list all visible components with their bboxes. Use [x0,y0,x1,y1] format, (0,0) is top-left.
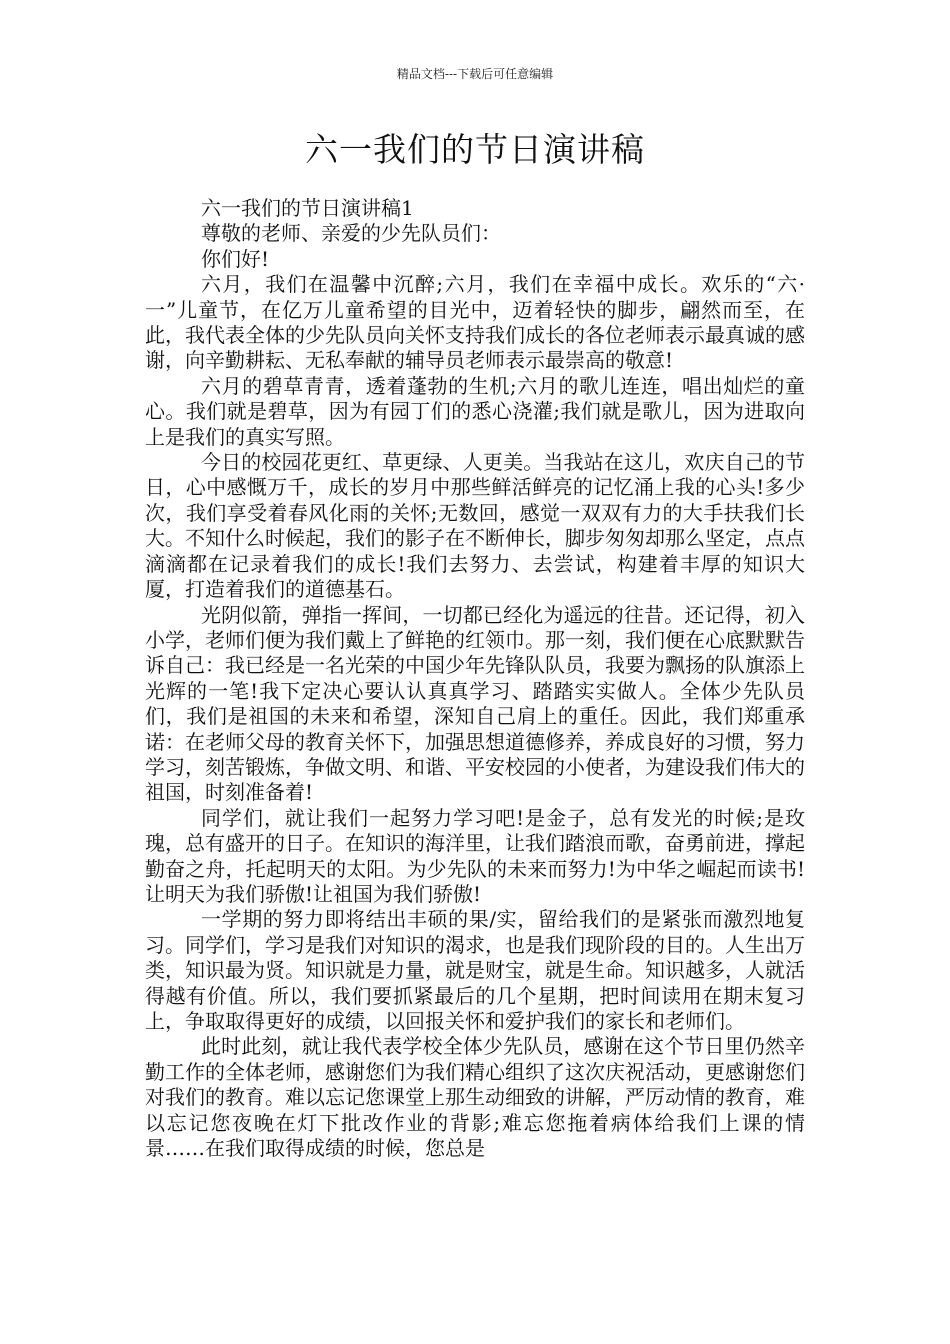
paragraph: 一学期的努力即将结出丰硕的果/实，留给我们的是紧张而激烈地复习。同学们，学习是我们对知识的渴求，也是我们现阶段的目的。人生出万类，知识最为贤。知识就是力量，就是财宝，就是生命。知识越多，人就活得越有价值。所以，我们要抓紧最后的几个星期，把时间读用在期末复习上，争取取得更好的成绩，以回报关怀和爱护我们的家长和老师们。 [145,907,805,1033]
document-title: 六一我们的节日演讲稿 [305,130,645,169]
paragraph: 今日的校园花更红、草更绿、人更美。当我站在这儿，欢庆自己的节日，心中感慨万千，成长的岁月中那些鲜活鲜亮的记忆涌上我的心头!多少次，我们享受着春风化雨的关怀;无数回，感觉一双双有力的大手扶我们长大。不知什么时候起，我们的影子在不断伸长，脚步匆匆却那么坚定，点点滴滴都在记录着我们的成长!我们去努力、去尝试，构建着丰厚的知识大厦，打造着我们的道德基石。 [145,450,805,602]
subtitle-line: 六一我们的节日演讲稿1 [201,196,414,220]
page-header: 精品文档---下载后可任意编辑 [396,67,554,81]
paragraph: 六月，我们在温馨中沉醉;六月，我们在幸福中成长。欢乐的“六·一”儿童节，在亿万儿童希望的目光中，迈着轻快的脚步，翩然而至，在此，我代表全体的少先队员向关怀支持我们成长的各位老师表示最真诚的感谢，向辛勤耕耘、无私奉献的辅导员老师表示最崇高的敬意! [145,272,805,373]
paragraph: 同学们，就让我们一起努力学习吧!是金子，总有发光的时候;是玫瑰，总有盛开的日子。在知识的海洋里，让我们踏浪而歌，奋勇前进，撑起勤奋之舟，托起明天的太阳。为少先队的未来而努力!为中华之崛起而读书!让明天为我们骄傲!让祖国为我们骄傲! [145,805,805,906]
greeting-line: 你们好! [201,246,270,271]
document-body [145,196,805,1161]
salutation-line: 尊敬的老师、亲爱的少先队员们： [201,221,501,246]
paragraph: 此时此刻，就让我代表学校全体少先队员，感谢在这个节日里仍然辛勤工作的全体老师，感谢您们为我们精心组织了这次庆祝活动，更感谢您们对我们的教育。难以忘记您课堂上那生动细致的讲解，严厉动情的教育，难以忘记您夜晚在灯下批改作业的背影;难忘您拖着病体给我们上课的情景……在我们取得成绩的时候，您总是 [145,1034,805,1161]
paragraph: 六月的碧草青青，透着蓬勃的生机;六月的歌儿连连，唱出灿烂的童心。我们就是碧草，因为有园丁们的悉心浇灌;我们就是歌儿，因为进取向上是我们的真实写照。 [145,373,805,449]
paragraph: 光阴似箭，弹指一挥间，一切都已经化为遥远的往昔。还记得，初入小学，老师们便为我们戴上了鲜艳的红领巾。那一刻，我们便在心底默默告诉自己：我已经是一名光荣的中国少年先锋队队员，我要为飘扬的队旗添上光辉的一笔!我下定决心要认认真真学习、踏踏实实做人。全体少先队员们，我们是祖国的未来和希望，深知自己肩上的重任。因此，我们郑重承诺：在老师父母的教育关怀下，加强思想道德修养，养成良好的习惯，努力学习，刻苦锻炼，争做文明、和谐、平安校园的小使者，为建设我们伟大的祖国，时刻准备着! [145,602,805,805]
